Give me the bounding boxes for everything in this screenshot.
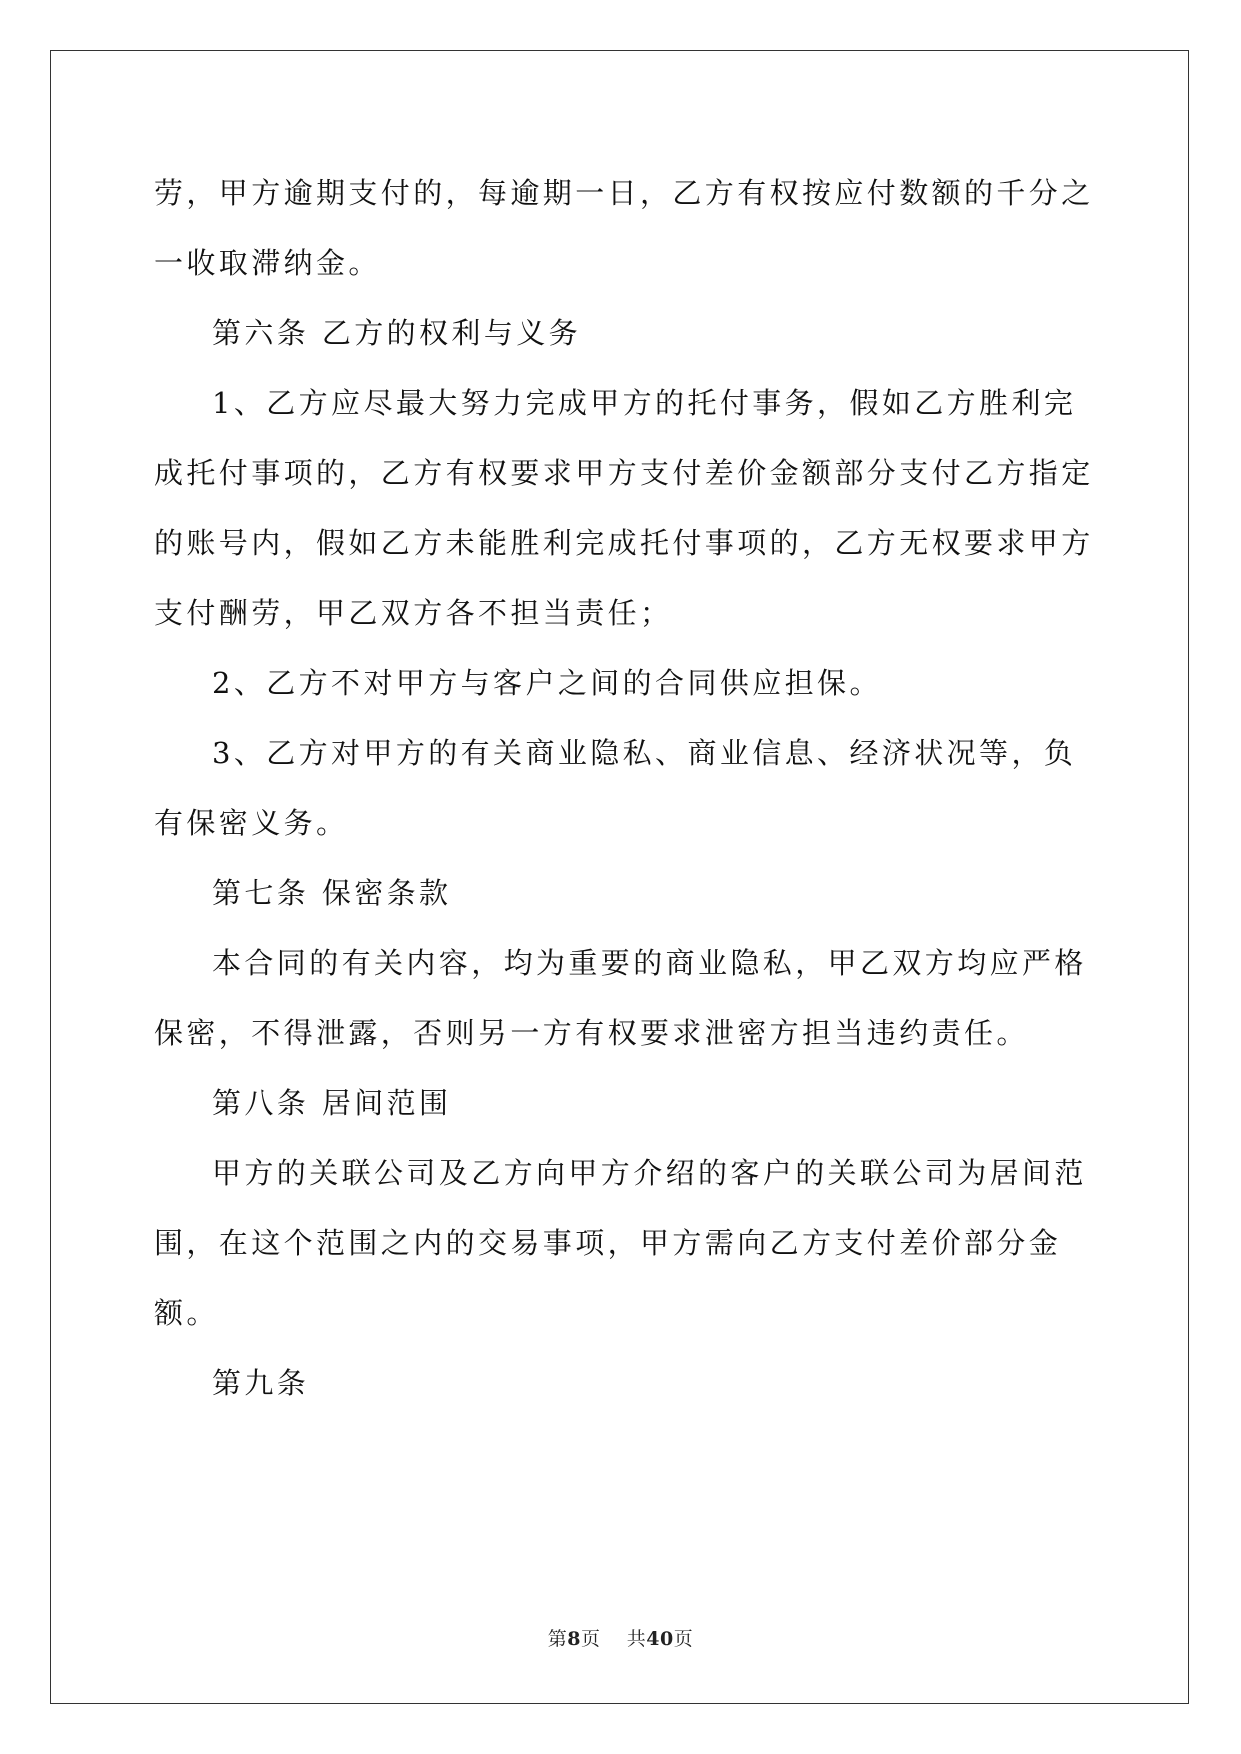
paragraph-article-6-item-1: 1、乙方应尽最大努力完成甲方的托付事务，假如乙方胜利完成托付事项的，乙方有权要求甲方支付差价金额部分支付乙方指定的账号内，假如乙方未能胜利完成托付事项的，乙方无权要求甲方支付酬劳，甲乙双方各不担当责任； [154,386,1094,630]
footer-total-suffix: 页 [673,1628,694,1650]
paragraph-article-6-item-2: 2、乙方不对甲方与客户之间的合同供应担保。 [212,666,882,700]
footer-total-pages: 40 [646,1628,674,1650]
article-7-heading: 第七条 保密条款 [212,876,452,910]
paragraph-article-8: 甲方的关联公司及乙方向甲方介绍的客户的关联公司为居间范围，在这个范围之内的交易事项，甲方需向乙方支付差价部分金额。 [154,1156,1087,1330]
article-6-heading: 第六条 乙方的权利与义务 [212,316,582,350]
footer-page-number: 8 [567,1628,582,1650]
article-9-heading: 第九条 [212,1366,310,1400]
page-footer [0,1624,1241,1651]
article-8-heading: 第八条 居间范围 [212,1086,452,1120]
document-body [154,158,1094,1418]
paragraph-1: 劳，甲方逾期支付的，每逾期一日，乙方有权按应付数额的千分之一收取滞纳金。 [154,176,1094,280]
footer-total-prefix: 共 [626,1628,647,1650]
paragraph-article-6-item-3: 3、乙方对甲方的有关商业隐私、商业信息、经济状况等，负有保密义务。 [154,736,1077,840]
footer-page-suffix: 页 [581,1628,601,1650]
paragraph-article-7: 本合同的有关内容，均为重要的商业隐私，甲乙双方均应严格保密，不得泄露，否则另一方有权要求泄密方担当违约责任。 [154,946,1087,1050]
footer-page-prefix: 第 [547,1628,568,1650]
